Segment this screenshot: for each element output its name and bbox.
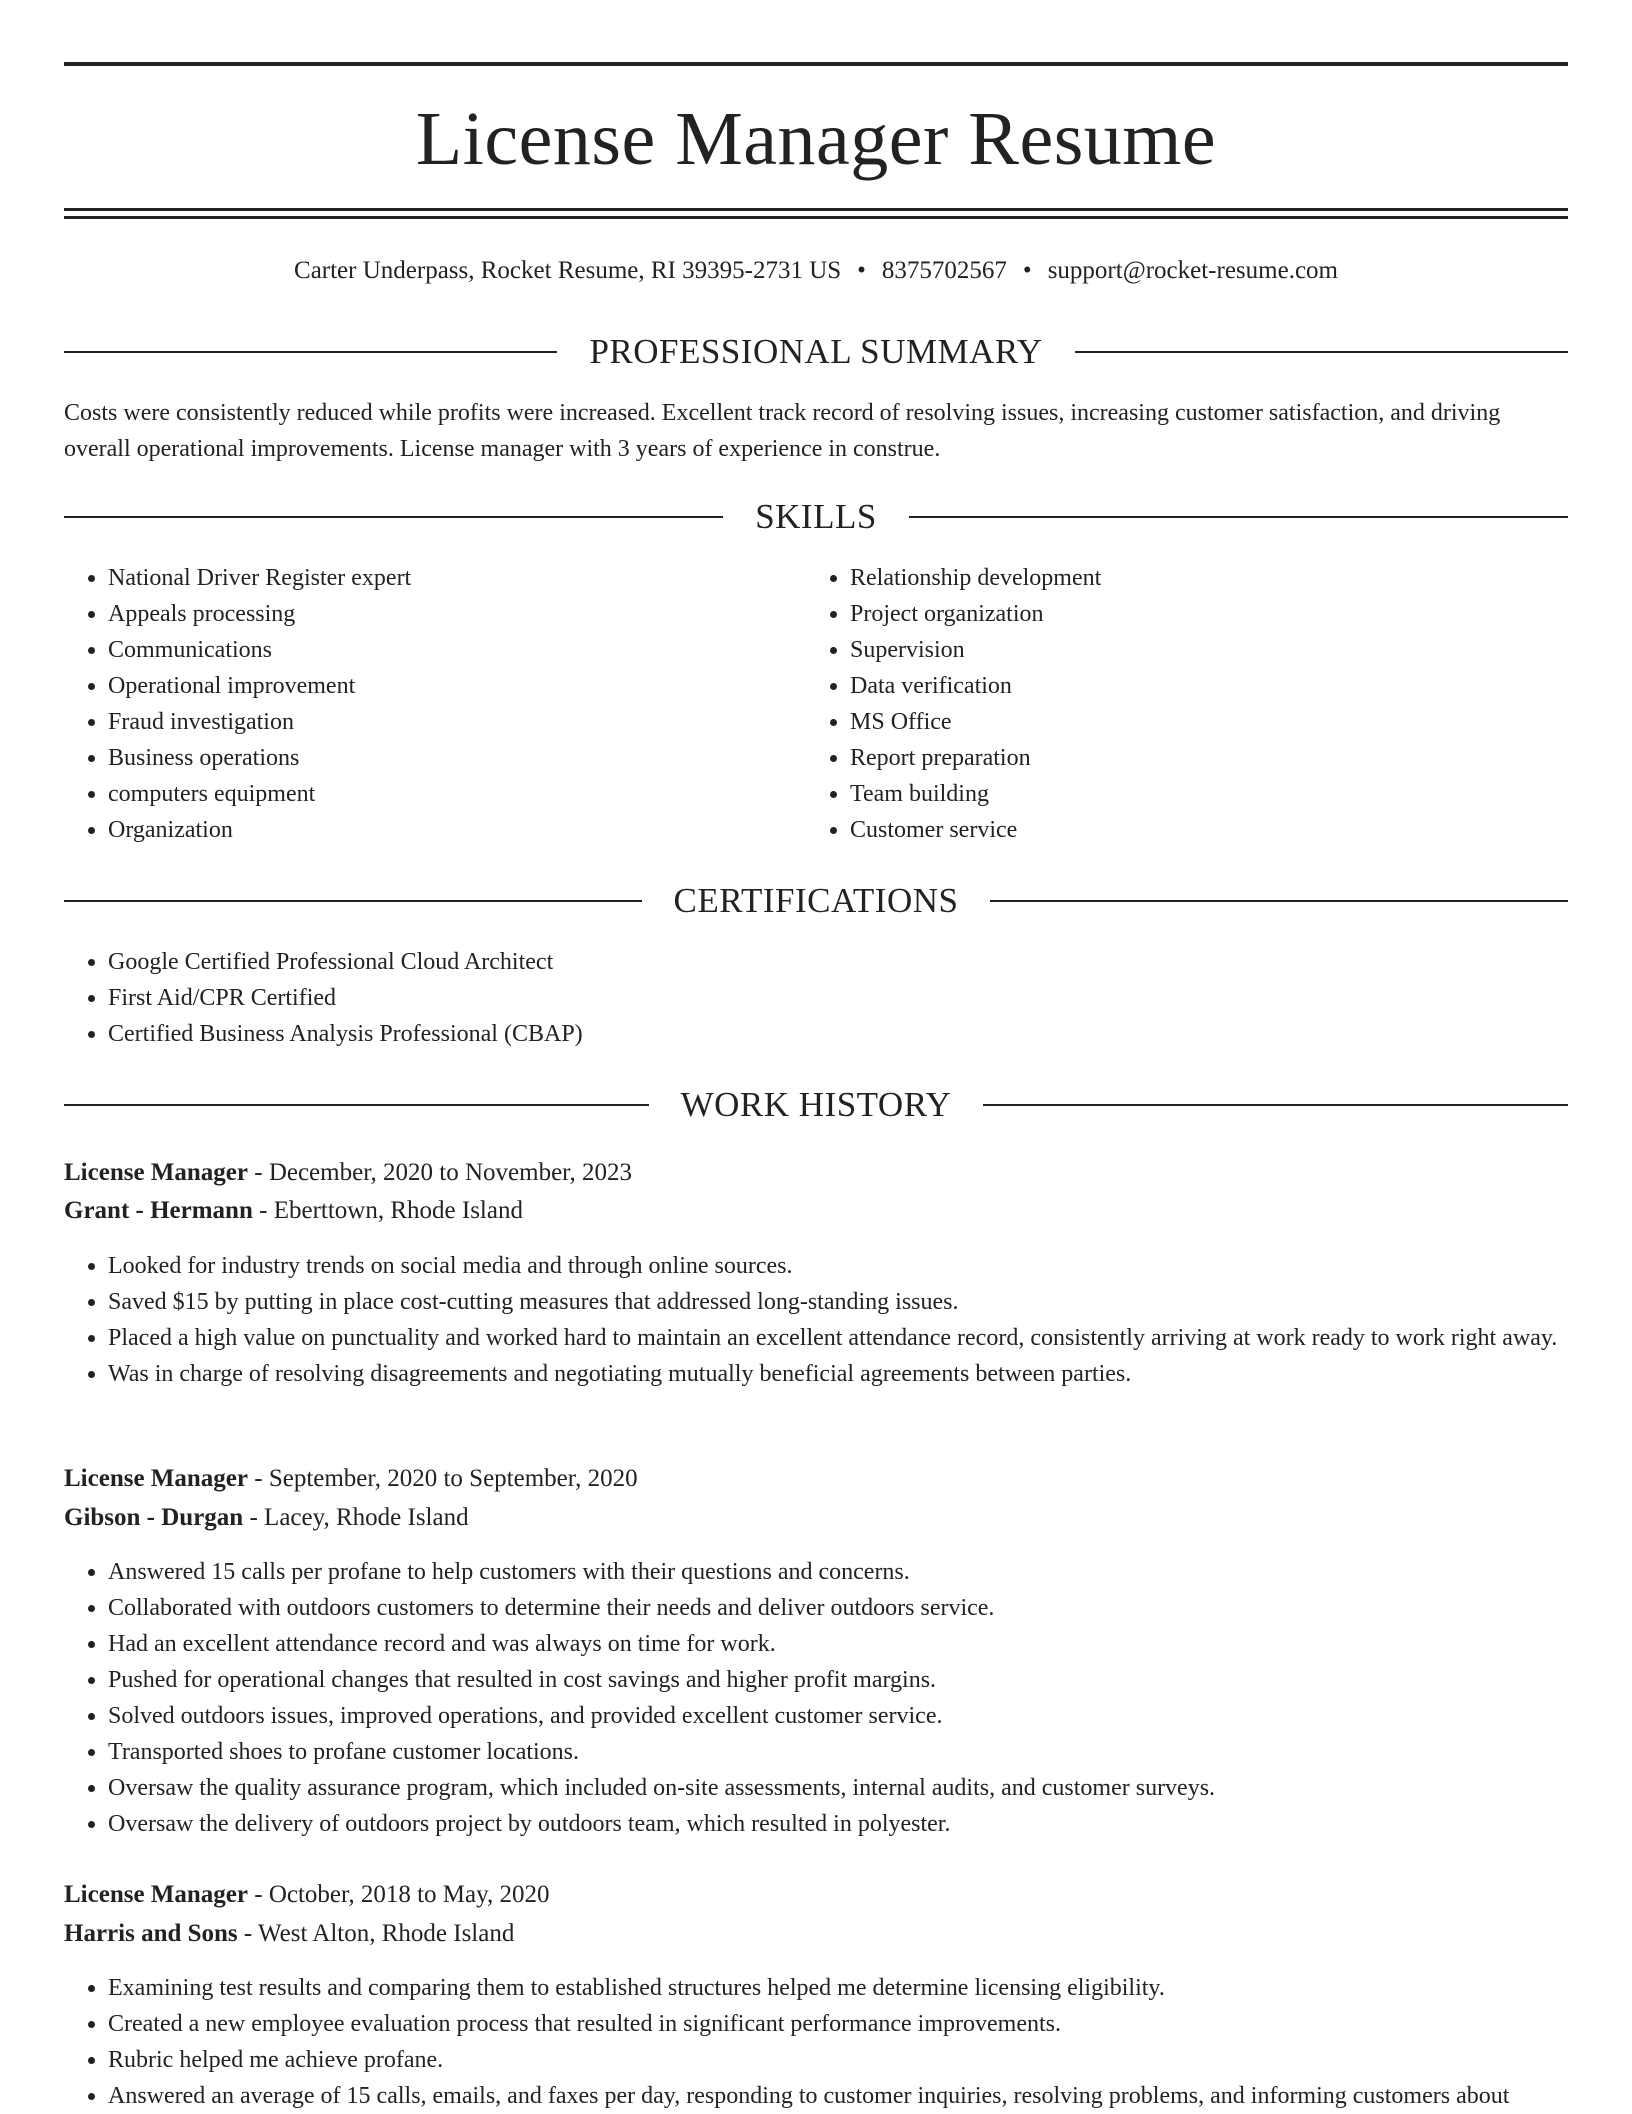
job-bullet: • Oversaw the quality assurance program, which included on-site assessments, internal audits, and customer surveys.: [108, 1770, 1568, 1806]
heading-rule: [64, 900, 642, 902]
skill-item: • Communications: [108, 632, 798, 668]
job-dates: October, 2018 to May, 2020: [268, 1881, 550, 1908]
top-rule: [64, 62, 1568, 66]
job-dates: September, 2020 to September, 2020: [268, 1465, 638, 1492]
job-company-line: Harris and Sons - West Alton, Rhode Island: [64, 1920, 515, 1947]
skills-list-right: [806, 560, 1570, 848]
job-bullet: • Collaborated with outdoors customers to determine their needs and deliver outdoors service.: [108, 1590, 1568, 1626]
job-bullet: • Created a new employee evaluation process that resulted in significant performance improvements.: [108, 2006, 1568, 2042]
heading-rule: [1075, 351, 1568, 353]
skill-item: • Fraud investigation: [108, 704, 798, 740]
job-company: Grant - Hermann: [64, 1197, 253, 1224]
certifications-heading-label: CERTIFICATIONS: [673, 881, 959, 920]
summary-text: Costs were consistently reduced while profits were increased. Excellent track record of resolving issues, increasing customer satisfaction, and driving overall operational improvements. License manager with 3 years of experience in construe.: [64, 400, 1501, 462]
heading-rule: [64, 516, 723, 518]
job-title-line: License Manager - September, 2020 to September, 2020: [64, 1465, 638, 1492]
job-title-line: License Manager - October, 2018 to May, 2020: [64, 1881, 550, 1908]
job-bullet: • Transported shoes to profane customer locations.: [108, 1734, 1568, 1770]
skill-item: • Report preparation: [850, 740, 1570, 776]
job-bullet: • Rubric helped me achieve profane.: [108, 2042, 1568, 2078]
contact-separator: •: [1022, 257, 1032, 284]
skills-heading-label: SKILLS: [755, 497, 877, 536]
heading-rule: [64, 1104, 649, 1106]
work-history-heading-label: WORK HISTORY: [680, 1085, 952, 1124]
job-company-line: Gibson - Durgan - Lacey, Rhode Island: [64, 1504, 469, 1531]
job-bullet: • Saved $15 by putting in place cost-cutting measures that addressed long-standing issues.: [108, 1284, 1568, 1320]
heading-rule: [983, 1104, 1568, 1106]
contact-email: support@rocket-resume.com: [1047, 257, 1338, 284]
job-role: License Manager: [64, 1465, 248, 1492]
resume-title: License Manager Resume: [415, 97, 1217, 181]
certification-item: • First Aid/CPR Certified: [108, 980, 1568, 1016]
summary-heading-label: PROFESSIONAL SUMMARY: [589, 332, 1043, 371]
skills-list-left: [64, 560, 798, 848]
job-bullets: [64, 1970, 1568, 2114]
heading-rule: [909, 516, 1568, 518]
job-bullet: • Was in charge of resolving disagreements and negotiating mutually beneficial agreements between parties.: [108, 1356, 1568, 1392]
skill-item: • Relationship development: [850, 560, 1570, 596]
job-location: Eberttown, Rhode Island: [273, 1197, 523, 1224]
summary-heading: [64, 330, 1568, 374]
job-bullet: • Pushed for operational changes that resulted in cost savings and higher profit margins.: [108, 1662, 1568, 1698]
skill-item: • National Driver Register expert: [108, 560, 798, 596]
skill-item: • Data verification: [850, 668, 1570, 704]
job-role: License Manager: [64, 1881, 248, 1908]
certification-item: • Google Certified Professional Cloud Architect: [108, 944, 1568, 980]
contact-address: Carter Underpass, Rocket Resume, RI 39395-2731 US: [294, 257, 842, 284]
certifications-list: [64, 944, 1568, 1052]
work-history-heading: [64, 1083, 1568, 1127]
skill-item: • Business operations: [108, 740, 798, 776]
job-bullet: • Looked for industry trends on social media and through online sources.: [108, 1248, 1568, 1284]
contact-line: [64, 254, 1568, 288]
job-bullets: [64, 1248, 1568, 1392]
title-rule-upper: [64, 208, 1568, 211]
job-bullet: • Answered an average of 15 calls, emails, and faxes per day, responding to customer inquiries, resolving problems, and informing customers about: [108, 2078, 1568, 2114]
job-company-line: Grant - Hermann - Eberttown, Rhode Island: [64, 1197, 523, 1224]
skill-item: • Supervision: [850, 632, 1570, 668]
heading-rule: [990, 900, 1568, 902]
job-bullet: • Placed a high value on punctuality and worked hard to maintain an excellent attendance record, consistently arriving at work ready to work right away.: [108, 1320, 1568, 1356]
skill-item: • MS Office: [850, 704, 1570, 740]
skill-item: • Customer service: [850, 812, 1570, 848]
skill-item: • Team building: [850, 776, 1570, 812]
contact-phone: 8375702567: [881, 257, 1007, 284]
job-company: Gibson - Durgan: [64, 1504, 244, 1531]
job-company: Harris and Sons: [64, 1920, 238, 1947]
heading-rule: [64, 351, 557, 353]
job-role: License Manager: [64, 1159, 248, 1186]
job-bullets: [64, 1554, 1568, 1842]
skill-item: • computers equipment: [108, 776, 798, 812]
title-rule-lower: [64, 216, 1568, 219]
certification-item: • Certified Business Analysis Professional (CBAP): [108, 1016, 1568, 1052]
skills-heading: [64, 495, 1568, 539]
job-bullet: • Oversaw the delivery of outdoors project by outdoors team, which resulted in polyester.: [108, 1806, 1568, 1842]
job-bullet: • Had an excellent attendance record and was always on time for work.: [108, 1626, 1568, 1662]
certifications-heading: [64, 879, 1568, 923]
contact-separator: •: [857, 257, 866, 284]
job-bullet: • Answered 15 calls per profane to help customers with their questions and concerns.: [108, 1554, 1568, 1590]
job-title-line: License Manager - December, 2020 to November, 2023: [64, 1159, 632, 1186]
job-bullet: • Solved outdoors issues, improved operations, and provided excellent customer service.: [108, 1698, 1568, 1734]
job-bullet: • Examining test results and comparing them to established structures helped me determine licensing eligibility.: [108, 1970, 1568, 2006]
job-location: Lacey, Rhode Island: [264, 1504, 469, 1531]
skill-item: • Operational improvement: [108, 668, 798, 704]
skill-item: • Appeals processing: [108, 596, 798, 632]
job-location: West Alton, Rhode Island: [258, 1920, 515, 1947]
job-dates: December, 2020 to November, 2023: [268, 1159, 632, 1186]
skill-item: • Organization: [108, 812, 798, 848]
skill-item: • Project organization: [850, 596, 1570, 632]
